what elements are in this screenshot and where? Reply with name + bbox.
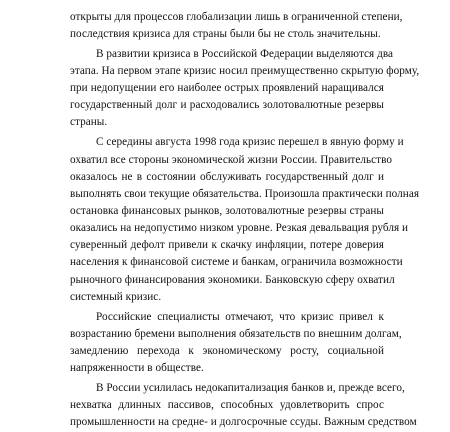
- text-line: при недопущении его наиболее острых проявлений наращивался: [70, 82, 384, 94]
- text-line: суверенный дефолт привели к скачку инфляции, потере доверия: [70, 239, 384, 251]
- text-line: оказалось не в состоянии обслуживать государственный долг и: [70, 171, 384, 183]
- text-line: возрастанию бремени выполнения обязательств по внешним долгам,: [70, 328, 402, 340]
- text-line: замедлению перехода к экономическому росту, социальной: [70, 345, 384, 357]
- text-line: государственный долг и расходовались золотовалютные резервы: [70, 99, 384, 111]
- text-line: остановка финансовых рынков, золотовалютные резервы страны: [70, 205, 384, 217]
- paragraph-first-line: В России усилилась недокапитализация банков и, прежде всего,: [96, 382, 405, 394]
- text-line: системный кризис.: [70, 291, 162, 303]
- text-line: оказались на недопустимо низком уровне. Резкая девальвация рубля и: [70, 222, 409, 234]
- text-line: рыночного финансирования экономики. Банковскую сферу охватил: [70, 274, 395, 286]
- paragraph-first-line: В развитии кризиса в Российской Федерации выделяются два: [96, 48, 394, 60]
- text-line: нехватка длинных пассивов, способных удовлетворить спрос: [70, 399, 384, 411]
- text-line: этапа. На первом этапе кризис носил преимущественно скрытую форму,: [70, 65, 420, 77]
- text-line: охватил все стороны экономической жизни России. Правительство: [70, 154, 392, 166]
- text-line: выполнять свои текущие обязательства. Произошла практически полная: [70, 188, 420, 200]
- text-line: населения к финансовой системе и банкам, ограничила возможности: [70, 256, 403, 268]
- text-line: страны.: [70, 116, 108, 128]
- text-line: промышленности на средне- и долгосрочные ссуды. Важным средством: [70, 416, 417, 428]
- text-line: открыты для процессов глобализации лишь в ограниченной степени,: [70, 11, 403, 23]
- paragraph-first-line: С середины августа 1998 года кризис перешел в явную форму и: [96, 136, 404, 148]
- text-line: последствия кризиса для страны были бы не столь значительны.: [70, 28, 381, 40]
- text-line: напряженности в обществе.: [70, 362, 204, 374]
- paragraph-first-line: Российские специалисты отмечают, что кризис привел к: [96, 311, 384, 323]
